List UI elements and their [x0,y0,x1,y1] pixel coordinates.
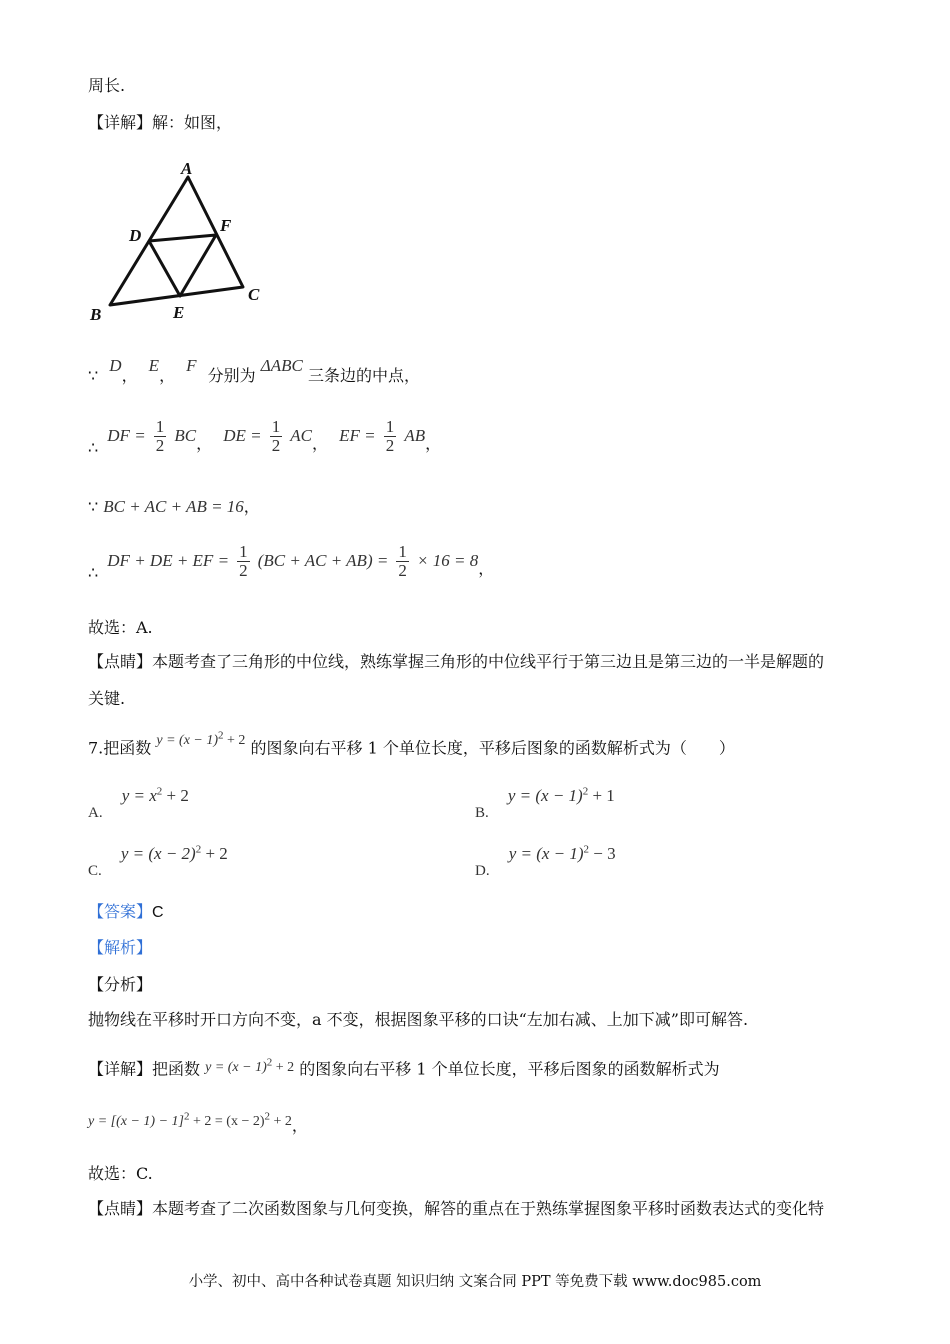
detail-equation: $y = [(x - 1) - 1]^2 + 2 = (x - 2)^2 + 2$， [88,1110,308,1135]
therefore-final-line: ∴ DF + DE + EF = $\frac{1}{2}$ (BC + AC + AB) = $\frac{1}{2}$ × 16 = 8， [88,542,495,582]
text-line-detail-intro: 【详解】解：如图， [88,113,233,132]
fenxi-heading: 【分析】 [88,975,153,994]
text-line-perimeter: 周长. [88,76,126,95]
page-footer: 小学、初中、高中各种试卷真题 知识归纳 文案合同 PPT 等免费下载 www.doc985.com [188,1274,762,1290]
option-d[interactable]: D. $y = (x - 1)^2 - 3$ [475,843,616,879]
because-midpoints-line: ∵ D， E， F 分别为 ΔABC 三条边的中点， [88,356,420,385]
choose-a-line: 故选：A. [88,618,153,637]
therefore-midline-line: ∴ DF = $\frac{1}{2}$ BC， DE = $\frac{1}{2}$ AC， EF = $\frac{1}{2}$ AB， [88,417,442,457]
dianjing-line-1b: 关键. [88,689,126,708]
dianjing-line-1: 【点睛】本题考查了三角形的中位线，熟练掌握三角形的中位线平行于第三边且是第三边的一半是解题的 [88,652,825,671]
question-7-stem: 7.把函数 $y = (x - 1)^2 + 2$ 的图象向右平移 1 个单位长度，平移后图象的函数解析式为（ ） [88,729,735,758]
triangle-figure [85,155,275,330]
jiexi-heading: 【解析】 [88,940,153,957]
answer-line: 【答案】C [88,904,164,921]
vertex-label-e: E [173,303,185,322]
option-c[interactable]: C. $y = (x - 2)^2 + 2$ [88,843,228,879]
fenxi-text: 抛物线在平移时开口方向不变，a 不变，根据图象平移的口诀“左加右减、上加下减”即可解答. [88,1010,749,1029]
dianjing-line-2: 【点睛】本题考查了二次函数图象与几何变换，解答的重点在于熟练掌握图象平移时函数表达式的变化特 [88,1199,825,1218]
choose-c-line: 故选：C. [88,1164,153,1183]
vertex-label-d: D [129,226,142,245]
detail-line: 【详解】把函数 $y = (x - 1)^2 + 2$ 的图象向右平移 1 个单位长度，平移后图象的函数解析式为 [88,1056,720,1079]
option-a[interactable]: A. $y = x^2 + 2$ [88,785,189,821]
because-sum-line: ∵ BC + AC + AB = 16， [88,497,260,516]
option-b[interactable]: B. $y = (x - 1)^2 + 1$ [475,785,615,821]
vertex-label-b: B [90,305,102,324]
vertex-label-f: F [220,216,232,235]
vertex-label-c: C [248,285,260,304]
vertex-label-a: A [181,159,193,178]
